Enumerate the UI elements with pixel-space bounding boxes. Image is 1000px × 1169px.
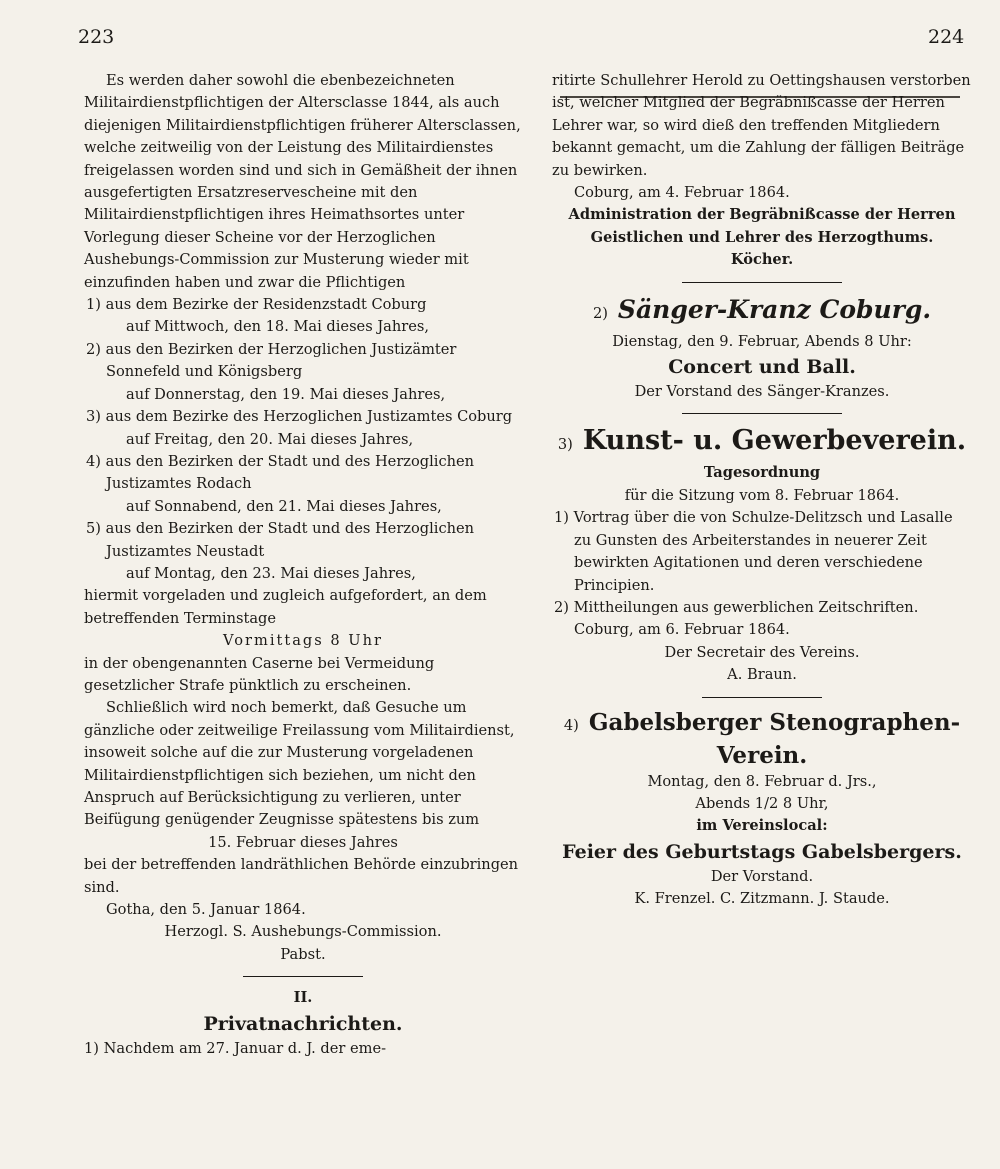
exemption-deadline: 15. Februar dieses Jahres: [208, 833, 398, 851]
district-item: [84, 406, 522, 451]
steno-board: Der Vorstand.: [710, 867, 814, 885]
kunst-signer: A. Braun.: [727, 666, 797, 684]
district-name: 4) aus den Bezirken der Stadt und des Herzoglichen Justizamtes Rodach: [86, 452, 475, 493]
section-title: Privatnachrichten.: [203, 1012, 403, 1035]
steno-title: Gabelsberger Stenographen-Verein.: [588, 708, 961, 769]
left-column: [84, 70, 522, 1060]
saenger-date: Dienstag, den 9. Februar, Abends 8 Uhr:: [612, 332, 912, 350]
steno-time: Abends 1/2 8 Uhr,: [695, 794, 829, 812]
issuing-authority: Herzogl. S. Aushebungs-Commission.: [164, 923, 442, 941]
saenger-signer: Der Vorstand des Sänger-Kranzes.: [634, 383, 890, 401]
summons-time: Vormittags 8 Uhr: [223, 632, 383, 650]
notice-number: 4): [563, 716, 579, 734]
district-name: 1) aus dem Bezirke der Residenzstadt Coburg: [86, 296, 427, 314]
district-name: 2) aus den Bezirken der Herzoglichen Justizämter Sonnefeld und Königsberg: [86, 340, 457, 381]
district-date: auf Sonnabend, den 21. Mai dieses Jahres,: [126, 497, 442, 515]
right-column: [552, 70, 972, 911]
kunst-gewerbe-notice: [552, 424, 972, 686]
divider-line: [243, 976, 363, 977]
kunst-place-date: Coburg, am 6. Februar 1864.: [574, 621, 790, 639]
district-list: [84, 294, 522, 585]
stenographen-notice: [552, 708, 972, 911]
place-date: Gotha, den 5. Januar 1864.: [106, 901, 306, 919]
steno-date: Montag, den 8. Februar d. Jrs.,: [647, 772, 877, 790]
notice-number: 3): [557, 436, 573, 454]
kunst-session: für die Sitzung vom 8. Februar 1864.: [624, 486, 900, 504]
page-number-right: 224: [928, 26, 965, 48]
section-number: II.: [293, 989, 313, 1007]
notice-administration: Administration der Begräbnißcasse der Herren Geistlichen und Lehrer des Herzogthums.: [568, 206, 956, 246]
notice-signer: Köcher.: [730, 251, 794, 269]
kunst-agenda-title: Tagesordnung: [703, 464, 821, 482]
summons-intro: Es werden daher sowohl die ebenbezeichneten Militairdienstpflichtigen der Altersclasse 1844, als auch diejenigen Militairdienstpflichtigen früherer Altersclassen, welche zeitweilig von der Leistung des Militairdienstes freigelassen worden sind und sich in Gemäßheit der ihnen ausgefertigten Ersatzreservescheine mit den Militairdienstpflichtigen ihres Heimathsortes unter Vorlegung dieser Scheine vor der Herzoglichen Aushebungs-Commission zur Musterung wieder mit einzufinden haben und zwar die Pflichtigen: [84, 72, 521, 291]
district-date: auf Freitag, den 20. Mai dieses Jahres,: [126, 430, 414, 448]
district-name: 3) aus dem Bezirke des Herzoglichen Justizamtes Coburg: [86, 408, 513, 426]
agenda-item: 1) Vortrag über die von Schulze-Delitzsch und Lasalle zu Gunsten des Arbeiterstandes in neuerer Zeit bewirkten Agitationen und deren verschiedene Principien.: [554, 509, 953, 594]
kunst-title: Kunst- u. Gewerbeverein.: [582, 425, 967, 457]
steno-place: im Vereinslocal:: [696, 817, 828, 835]
district-item: [84, 451, 522, 518]
signer-name: Pabst.: [280, 945, 326, 963]
steno-heading: [552, 708, 972, 771]
divider-line: [682, 282, 842, 283]
district-date: auf Montag, den 23. Mai dieses Jahres,: [126, 564, 416, 582]
kunst-role: Der Secretair des Vereins.: [664, 643, 860, 661]
saenger-event: Concert und Ball.: [668, 356, 856, 379]
district-date: auf Mittwoch, den 18. Mai dieses Jahres,: [126, 318, 430, 336]
page-number-left: 223: [78, 26, 115, 48]
exemption-notice: Schließlich wird noch bemerkt, daß Gesuche um gänzliche oder zeitweilige Freilassung vom Militairdienst, insoweit solche auf die zur Musterung vorgeladenen Militairdienstpflichtigen sich beziehen, um nicht den Anspruch auf Berücksichtigung zu verlieren, unter Beifügung genügender Zeugnisse spätestens bis zum: [84, 699, 515, 829]
district-item: [84, 294, 522, 339]
notice-number: 2): [592, 304, 608, 322]
district-item: [84, 339, 522, 406]
district-date: auf Donnerstag, den 19. Mai dieses Jahres,: [126, 385, 446, 403]
divider-line: [682, 413, 842, 414]
notice-continuation: ritirte Schullehrer Herold zu Oettingshausen verstorben ist, welcher Mitglied der Begräbnißcasse der Herren Lehrer war, so wird dieß den treffenden Mitgliedern bekannt gemacht, um die Zahlung der fälligen Beiträge zu bewirken.: [552, 72, 971, 179]
exemption-authority: bei der betreffenden landräthlichen Behörde einzubringen sind.: [84, 856, 519, 896]
agenda-item: 2) Mittheilungen aus gewerblichen Zeitschriften.: [554, 598, 919, 616]
divider-line: [702, 697, 822, 698]
saenger-heading: [552, 293, 972, 331]
district-name: 5) aus den Bezirken der Stadt und des Herzoglichen Justizamtes Neustadt: [86, 520, 475, 560]
summons-continuation: hiermit vorgeladen und zugleich aufgefordert, an dem betreffenden Terminstage: [84, 587, 487, 627]
steno-names: K. Frenzel. C. Zitzmann. J. Staude.: [634, 890, 890, 908]
district-item: [84, 518, 522, 585]
private-notice-start: 1) Nachdem am 27. Januar d. J. der eme-: [84, 1039, 387, 1057]
summons-location: in der obengenannten Caserne bei Vermeidung gesetzlicher Strafe pünktlich zu erscheinen.: [84, 654, 435, 694]
steno-event: Feier des Geburtstags Gabelsbergers.: [562, 840, 962, 863]
saenger-kranz-notice: [552, 293, 972, 404]
saenger-title: Sänger-Kranz Coburg.: [617, 294, 932, 324]
notice-place-date: Coburg, am 4. Februar 1864.: [574, 184, 790, 202]
kunst-heading: [552, 424, 972, 462]
